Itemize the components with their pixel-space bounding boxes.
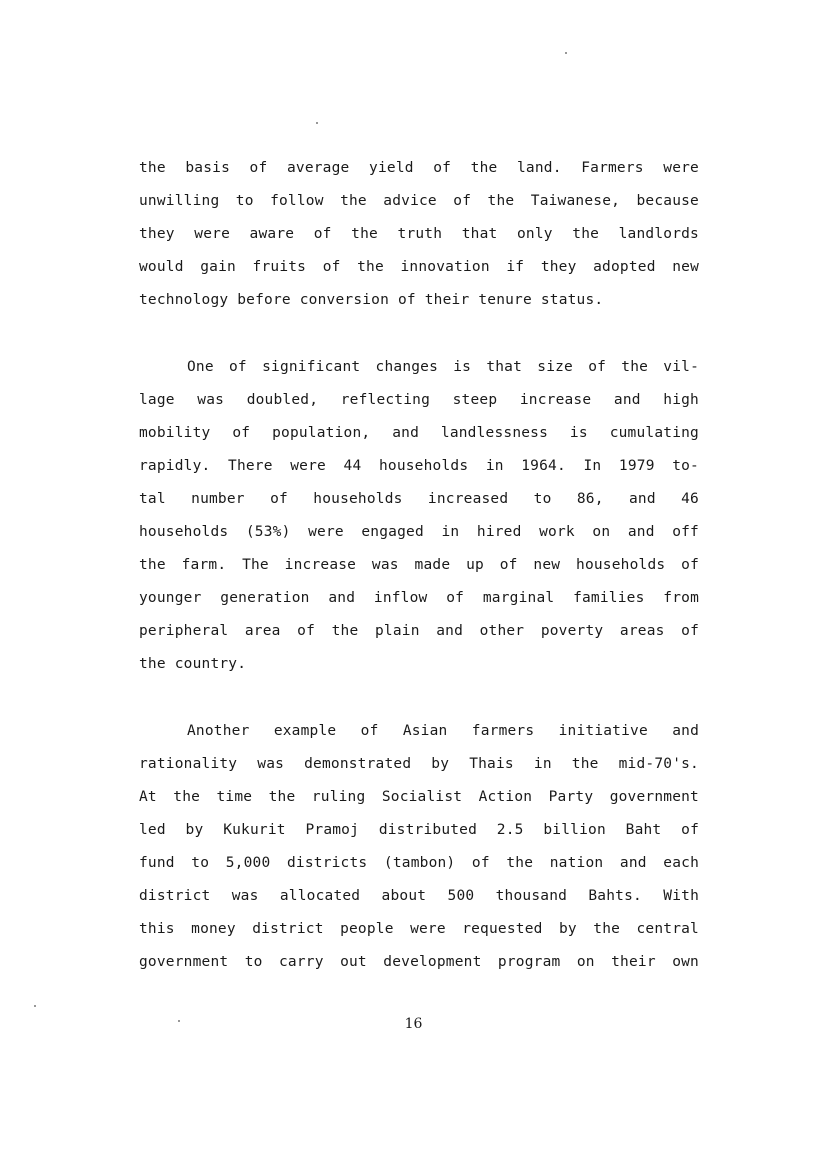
text-line: rapidly. There were 44 households in 1964. In 1979 to- [139,458,699,474]
scan-speck [34,1005,36,1007]
text-line: mobility of population, and landlessness is cumulating [139,425,699,441]
text-line: peripheral area of the plain and other poverty areas of [139,623,699,639]
text-line: the farm. The increase was made up of new households of [139,557,699,573]
text-line: younger generation and inflow of marginal families from [139,590,699,606]
text-line: the basis of average yield of the land. Farmers were [139,160,699,176]
text-line: fund to 5,000 districts (tambon) of the nation and each [139,855,699,871]
text-line: the country. [139,656,247,672]
text-line: would gain fruits of the innovation if they adopted new [139,259,699,275]
paragraph-2 [139,351,699,681]
text-line: One of significant changes is that size of the vil- [187,359,699,375]
text-line: they were aware of the truth that only the landlords [139,226,699,242]
text-line: households (53%) were engaged in hired work on and off [139,524,699,540]
text-line: unwilling to follow the advice of the Taiwanese, because [139,193,699,209]
text-line: At the time the ruling Socialist Action Party government [139,789,699,805]
text-line: government to carry out development program on their own [139,954,699,970]
text-line: lage was doubled, reflecting steep increase and high [139,392,699,408]
paragraph-3 [139,715,699,979]
text-line: technology before conversion of their tenure status. [139,292,604,308]
text-line: district was allocated about 500 thousand Bahts. With [139,888,699,904]
text-line: led by Kukurit Pramoj distributed 2.5 billion Baht of [139,822,699,838]
text-line: rationality was demonstrated by Thais in the mid-70's. [139,756,699,772]
scan-speck [565,52,567,54]
text-line: tal number of households increased to 86, and 46 [139,491,699,507]
page-number: 16 [404,1016,423,1032]
scan-speck [316,122,318,124]
text-line: this money district people were requested by the central [139,921,699,937]
paragraph-1 [139,152,699,317]
text-line: Another example of Asian farmers initiative and [187,723,699,739]
